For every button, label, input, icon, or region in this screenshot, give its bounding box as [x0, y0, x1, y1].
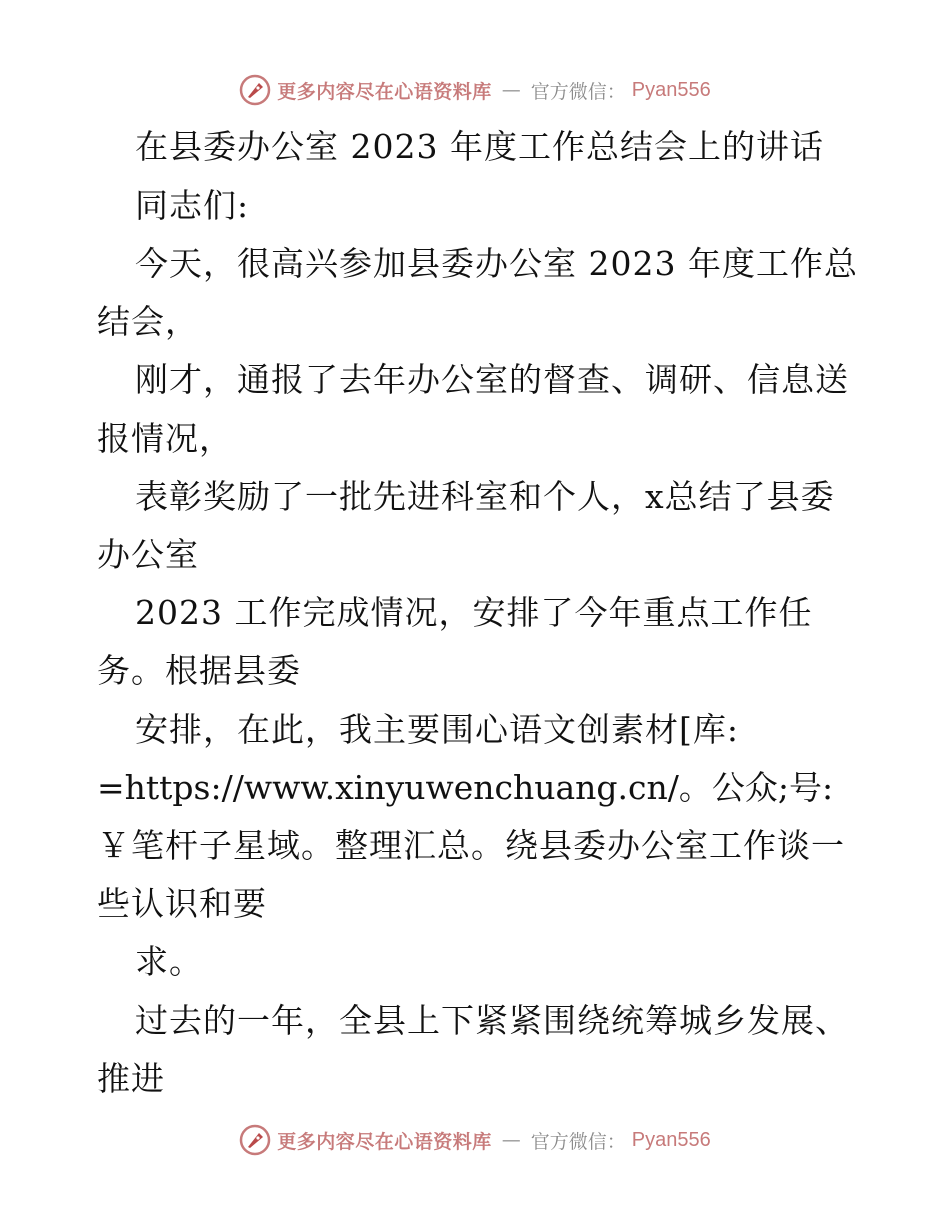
paragraph-line: 今天，很高兴参加县委办公室 2023 年度工作总 [135, 244, 858, 283]
watermark-slogan: 更多内容尽在心语资料库 [277, 1130, 492, 1153]
paragraph-line: 表彰奖励了一批先进科室和个人，x总结了县委 [135, 477, 835, 516]
paragraph-line: 结会， [97, 302, 199, 341]
paragraph-line: 安排，在此，我主要围心语文创素材[库: [135, 710, 739, 749]
paragraph-line: =https://www.xinyuwenchuang.cn/。公众;号: [97, 768, 834, 807]
paragraph-line: 报情况， [97, 419, 233, 458]
document-title: 在县委办公室 2023 年度工作总结会上的讲话 [135, 127, 824, 166]
paragraph-line: 同志们: [135, 186, 250, 225]
paragraph-line: 求。 [135, 942, 203, 981]
watermark-dash: — [501, 79, 521, 101]
watermark-slogan: 更多内容尽在心语资料库 [277, 80, 492, 103]
paragraph-line: 过去的一年，全县上下紧紧围绕统筹城乡发展、 [135, 1001, 849, 1040]
paragraph-line: 推进 [97, 1059, 165, 1098]
paragraph-line: 刚才，通报了去年办公室的督查、调研、信息送 [135, 360, 849, 399]
watermark-label: 官方微信： [530, 1130, 626, 1153]
paragraph-line: 2023 工作完成情况，安排了今年重点工作任 [135, 593, 813, 632]
footer-watermark [0, 1120, 950, 1160]
watermark-wechat-id: Pyan556 [631, 78, 711, 101]
paragraph-line: 些认识和要 [97, 884, 267, 923]
paragraph-line: 务。根据县委 [97, 651, 301, 690]
watermark-dash: — [501, 1129, 521, 1151]
watermark-wechat-id: Pyan556 [631, 1128, 711, 1151]
watermark-label: 官方微信： [530, 80, 626, 103]
paragraph-line: ￥笔杆子星域。整理汇总。绕县委办公室工作谈一 [97, 826, 845, 865]
paragraph-line: 办公室 [97, 535, 199, 574]
pen-nib-icon [239, 1124, 271, 1156]
